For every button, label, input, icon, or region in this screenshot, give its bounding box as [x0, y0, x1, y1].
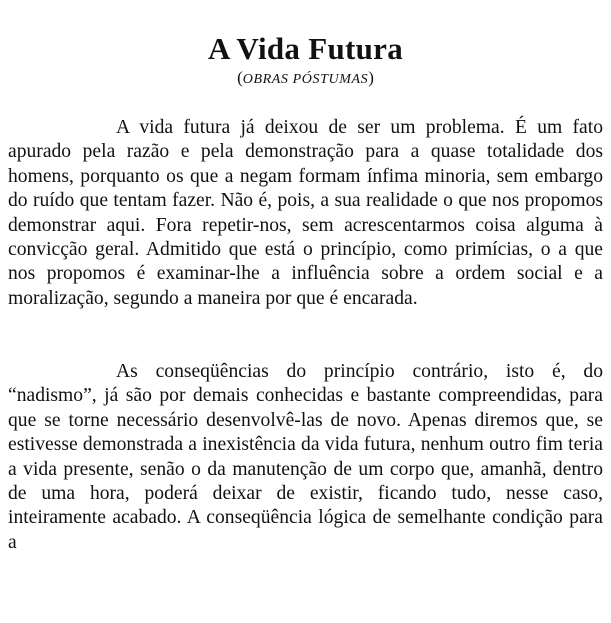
body-paragraph: As conseqüências do princípio contrário, isto é, do “nadismo”, já são por demais conhecidas e bastante compreendidas, para que se torne necessário desenvolvê-las de novo. Apenas diremos que, se estivesse demonstrada a inexistência da vida futura, nenhum outro fim teria a vida presente, senão o da manutenção de um corpo que, amanhã, dentro de uma hora, poderá deixar de existir, ficando tudo, nesse caso, inteiramente acabado. A conseqüência lógica de semelhante condição para a — [8, 361, 603, 553]
page-title: A Vida Futura — [207, 30, 404, 66]
body-paragraph: A vida futura já deixou de ser um problema. É um fato apurado pela razão e pela demonstração para a quase totalidade dos homens, porquanto os que a negam formam ínfima minoria, sem embargo do ruído que tentam fazer. Não é, pois, a sua realidade o que nos propomos demonstrar aqui. Fora repetir-nos, sem acrescentarmos coisa alguma à convicção geral. Admitido que está o princípio, como primícias, o a que nos propomos é examinar-lhe a influência sobre a ordem social e a moralização, segundo a maneira por que é encarada. — [8, 117, 603, 309]
page-subtitle — [0, 66, 611, 92]
subtitle-source: OBRAS PÓSTUMAS — [242, 72, 369, 87]
subtitle-close-paren: ) — [368, 68, 374, 87]
subtitle-open-paren: ( — [237, 68, 243, 87]
